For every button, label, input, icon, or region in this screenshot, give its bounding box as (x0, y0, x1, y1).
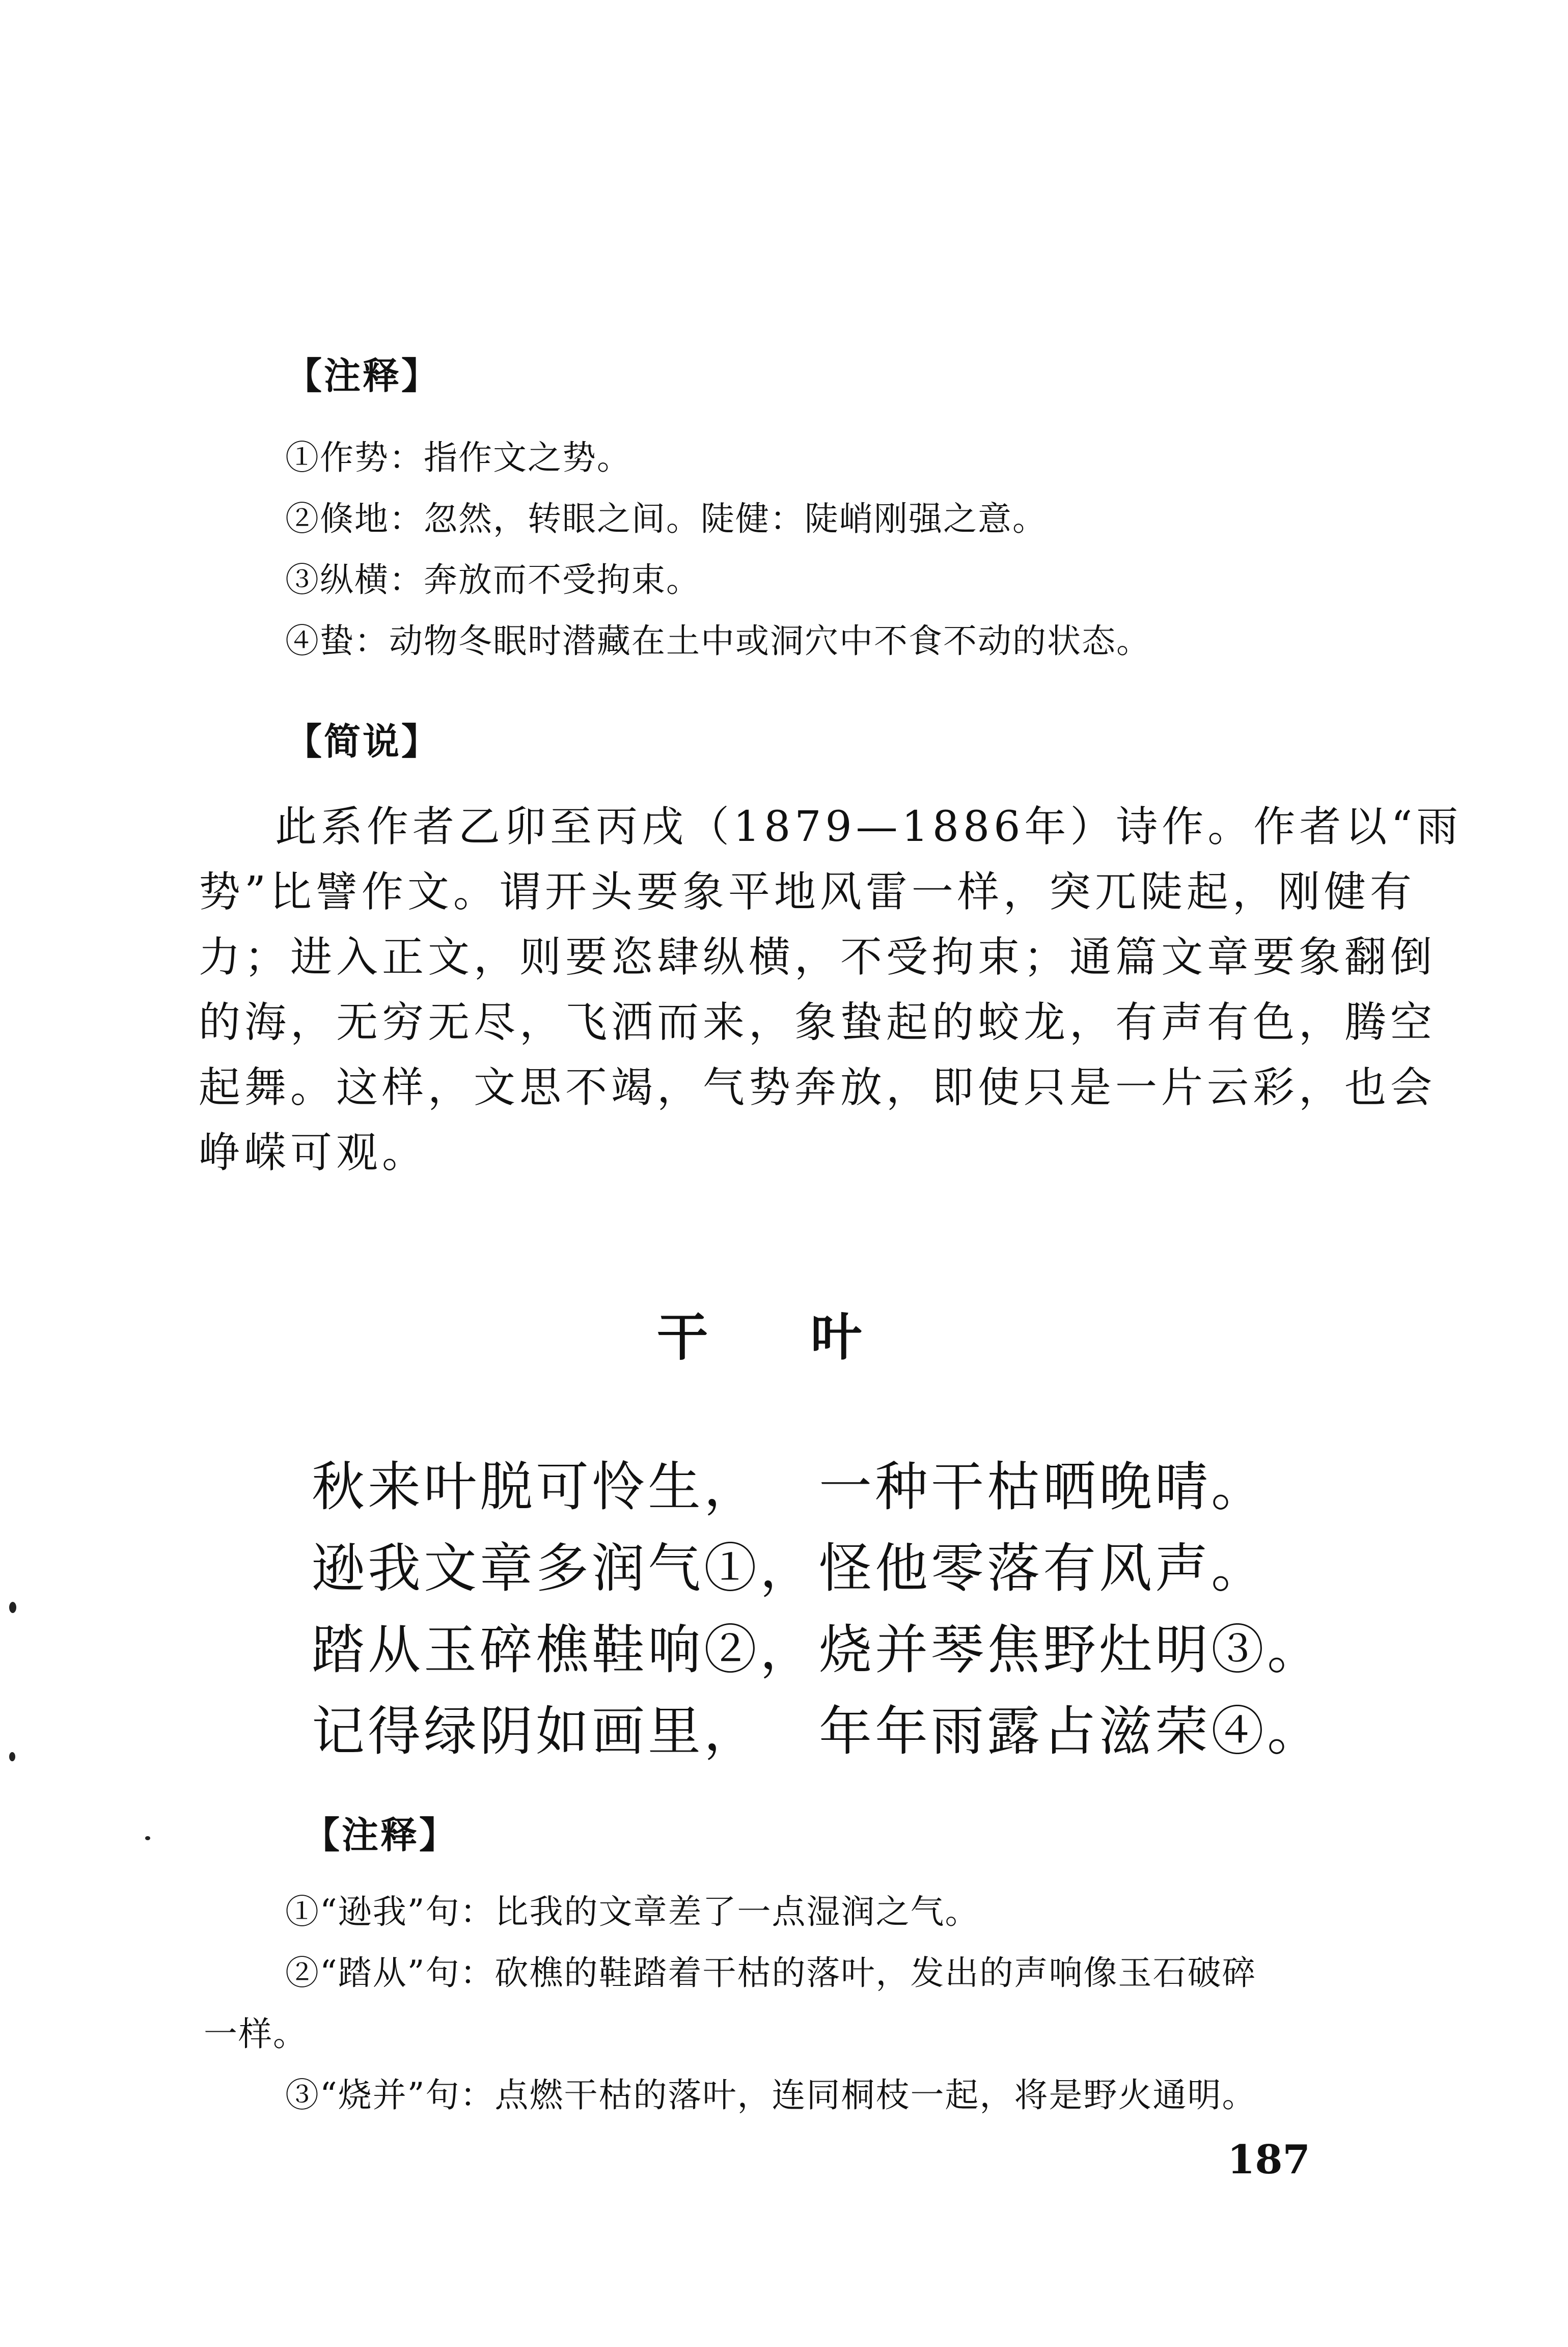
commentary-heading: 【简说】 (285, 720, 441, 763)
notes-heading: 【注释】 (285, 354, 441, 397)
poem-title-char: 干 (657, 1307, 708, 1367)
note-item: ③纵横：奔放而不受拘束。 (285, 560, 701, 599)
note-item: ④蛰：动物冬眠时潜藏在土中或洞穴中不食不动的状态。 (285, 621, 1151, 661)
poem-line-second-half: 怪他零落有风声。 (819, 1537, 1268, 1599)
poem-line-first-half: 踏从玉碎樵鞋响②， (312, 1619, 816, 1681)
note-item: 一样。 (204, 2014, 308, 2054)
poem-line-first-half: 记得绿阴如画里， (312, 1700, 760, 1762)
poem-line-second-half: 一种干枯晒晚晴。 (819, 1456, 1268, 1518)
commentary-line: 峥嵘可观。 (199, 1129, 428, 1177)
poem-line (312, 1607, 1330, 1683)
note-item: ①“逊我”句：比我的文章差了一点湿润之气。 (285, 1892, 980, 1931)
scan-speck (145, 1836, 150, 1840)
poem-title-char: 叶 (811, 1307, 862, 1367)
poem-line-second-half: 烧并琴焦野灶明③。 (819, 1619, 1324, 1681)
poem-line-first-half: 逊我文章多润气①， (312, 1537, 816, 1599)
note-item: ③“烧并”句：点燃干枯的落叶，连同桐枝一起，将是野火通明。 (285, 2076, 1257, 2115)
commentary-line: 的海，无穷无尽，飞洒而来，象蛰起的蛟龙，有声有色，腾空 (199, 998, 1437, 1047)
scan-speck (9, 1602, 16, 1613)
note-item: ②倏地：忽然，转眼之间。陡健：陡峭刚强之意。 (285, 499, 1047, 538)
poem-line (312, 1525, 1330, 1602)
commentary-line: 力；进入正文，则要恣肆纵横，不受拘束；通篇文章要象翻倒 (199, 933, 1437, 981)
commentary-line: 此系作者乙卯至丙戌（1879—1886年）诗作。作者以“雨 (275, 803, 1463, 851)
scan-speck (9, 1752, 15, 1761)
notes-heading: 【注释】 (303, 1814, 458, 1857)
poem-line-second-half: 年年雨露占滋荣④。 (819, 1700, 1324, 1762)
note-item: ①作势：指作文之势。 (285, 438, 631, 477)
commentary-line: 势”比譬作文。谓开头要象平地风雷一样，突兀陡起，刚健有 (199, 868, 1416, 916)
note-item: ②“踏从”句：砍樵的鞋踏着干枯的落叶，发出的声响像玉石破碎 (285, 1953, 1257, 1993)
poem-line (312, 1688, 1330, 1765)
poem-line (312, 1444, 1330, 1520)
poem-line-first-half: 秋来叶脱可怜生， (312, 1456, 760, 1518)
commentary-line: 起舞。这样，文思不竭，气势奔放，即使只是一片云彩，也会 (199, 1063, 1437, 1112)
page-number: 187 (1227, 2137, 1310, 2183)
